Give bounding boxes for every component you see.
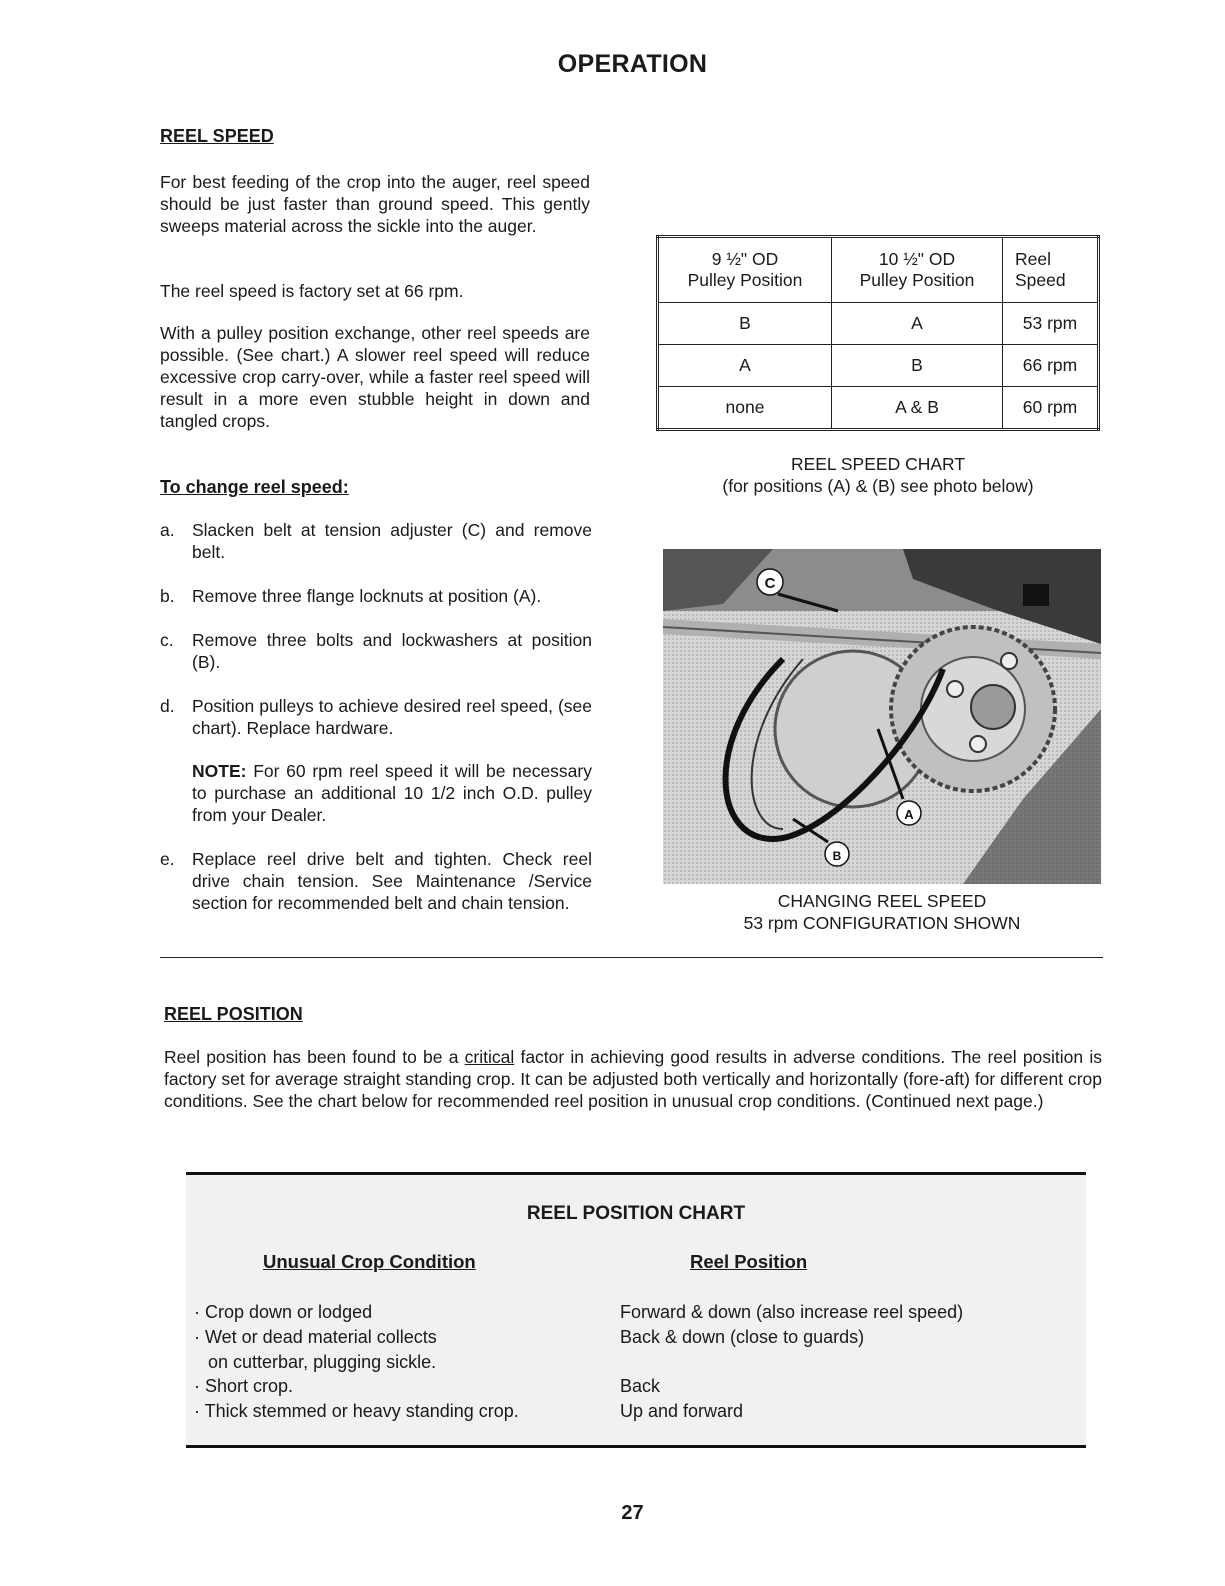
note: [192, 760, 592, 826]
step-label: a.: [160, 520, 175, 540]
photo-caption: [663, 890, 1101, 934]
table-cell: A: [832, 303, 1003, 345]
table-cell: 53 rpm: [1003, 303, 1099, 345]
col-head-position: Reel Position: [690, 1251, 808, 1272]
note-text: For 60 rpm reel speed it will be necessary to purchase an additional 10 1/2 inch O.D. pulley from your Dealer.: [192, 761, 592, 825]
change-reel-speed-heading: To change reel speed:: [160, 477, 349, 497]
reel-position-heading: REEL POSITION: [164, 1004, 303, 1024]
note-label: NOTE:: [192, 761, 247, 781]
condition-item: · Crop down or lodged: [194, 1302, 373, 1322]
table-cell: B: [832, 344, 1003, 386]
reel-speed-para-3: With a pulley position exchange, other reel speeds are possible. (See chart.) A slower reel speed will reduce excessive crop carry-over, while a faster reel speed will result in a more even stubble height in down and tangled crops.: [160, 323, 590, 431]
reel-speed-table: [656, 235, 1100, 431]
caption-line: (for positions (A) & (B) see photo below): [722, 476, 1034, 496]
col-head-condition: Unusual Crop Condition: [263, 1251, 476, 1272]
chart-top-rule: [186, 1172, 1086, 1175]
position-chart-title: REEL POSITION CHART: [526, 1203, 746, 1224]
position-item: Up and forward: [620, 1401, 744, 1421]
condition-item: · Thick stemmed or heavy standing crop.: [194, 1401, 519, 1421]
table-row: [658, 344, 1099, 386]
table-cell: 60 rpm: [1003, 386, 1099, 429]
reel-drive-photo: [663, 549, 1101, 884]
header-line: 10 ½" OD: [878, 249, 956, 269]
speed-chart-caption: [656, 453, 1100, 497]
step-label: c.: [160, 630, 174, 650]
step-text: Remove three bolts and lockwashers at position (B).: [192, 630, 592, 672]
caption-line: CHANGING REEL SPEED: [777, 891, 987, 911]
header-line: Reel: [1015, 249, 1051, 269]
header-line: 9 ½" OD: [711, 249, 779, 269]
page-title: OPERATION: [557, 50, 708, 78]
step-text: Position pulleys to achieve desired reel speed, (see chart). Replace hardware.: [192, 696, 592, 738]
table-cell: A: [658, 344, 832, 386]
table-header-cell: [658, 237, 832, 303]
caption-line: 53 rpm CONFIGURATION SHOWN: [743, 913, 1021, 933]
step-text: Slacken belt at tension adjuster (C) and remove belt.: [192, 520, 592, 562]
table-cell: 66 rpm: [1003, 344, 1099, 386]
table-cell: none: [658, 386, 832, 429]
caption-line: REEL SPEED CHART: [790, 454, 966, 474]
reel-speed-para-2: The reel speed is factory set at 66 rpm.: [160, 281, 464, 301]
step-label: d.: [160, 696, 175, 716]
table-cell: B: [658, 303, 832, 345]
table-row: [658, 386, 1099, 429]
position-item: Forward & down (also increase reel speed): [620, 1302, 964, 1322]
condition-item: · Short crop.: [194, 1376, 294, 1396]
critical-word: critical: [464, 1047, 515, 1067]
step-text: Replace reel drive belt and tighten. Check reel drive chain tension. See Maintenance /Service section for recommended belt and chain tension.: [192, 849, 592, 913]
table-row: [658, 303, 1099, 345]
header-line: Pulley Position: [859, 270, 975, 290]
step-label: b.: [160, 586, 175, 606]
para-text: factor in achieving good results in adverse conditions. The reel position is factory set for average straight standing crop. It can be adjusted both vertically and horizontally (fore-aft) for different crop conditions. See the chart below for recommended reel position in unusual crop conditions. (Continued next page.): [164, 1047, 1102, 1111]
header-line: Speed: [1015, 270, 1066, 290]
condition-item: on cutterbar, plugging sickle.: [208, 1352, 437, 1372]
table-header-row: [658, 237, 1099, 303]
chart-bottom-rule: [186, 1445, 1086, 1448]
table-header-cell: [832, 237, 1003, 303]
table-cell: A & B: [832, 386, 1003, 429]
reel-position-para: [164, 1046, 1102, 1112]
callout-a-label: A: [904, 807, 914, 822]
position-item: Back: [620, 1376, 661, 1396]
callout-c-label: C: [764, 575, 776, 592]
para-text: Reel position has been found to be a: [164, 1047, 465, 1067]
reel-speed-heading: REEL SPEED: [160, 126, 274, 146]
step-text: Remove three flange locknuts at position (A).: [192, 586, 542, 606]
section-divider: [160, 957, 1103, 958]
condition-item: · Wet or dead material collects: [194, 1327, 437, 1347]
position-item: Back & down (close to guards): [620, 1327, 865, 1347]
table-header-cell: [1003, 237, 1099, 303]
reel-speed-para-1: For best feeding of the crop into the auger, reel speed should be just faster than ground speed. This gently sweeps material across the sickle into the auger.: [160, 172, 590, 236]
header-line: Pulley Position: [687, 270, 803, 290]
step-label: e.: [160, 849, 175, 869]
page-number: 27: [621, 1502, 644, 1524]
callout-b-label: B: [832, 849, 842, 863]
